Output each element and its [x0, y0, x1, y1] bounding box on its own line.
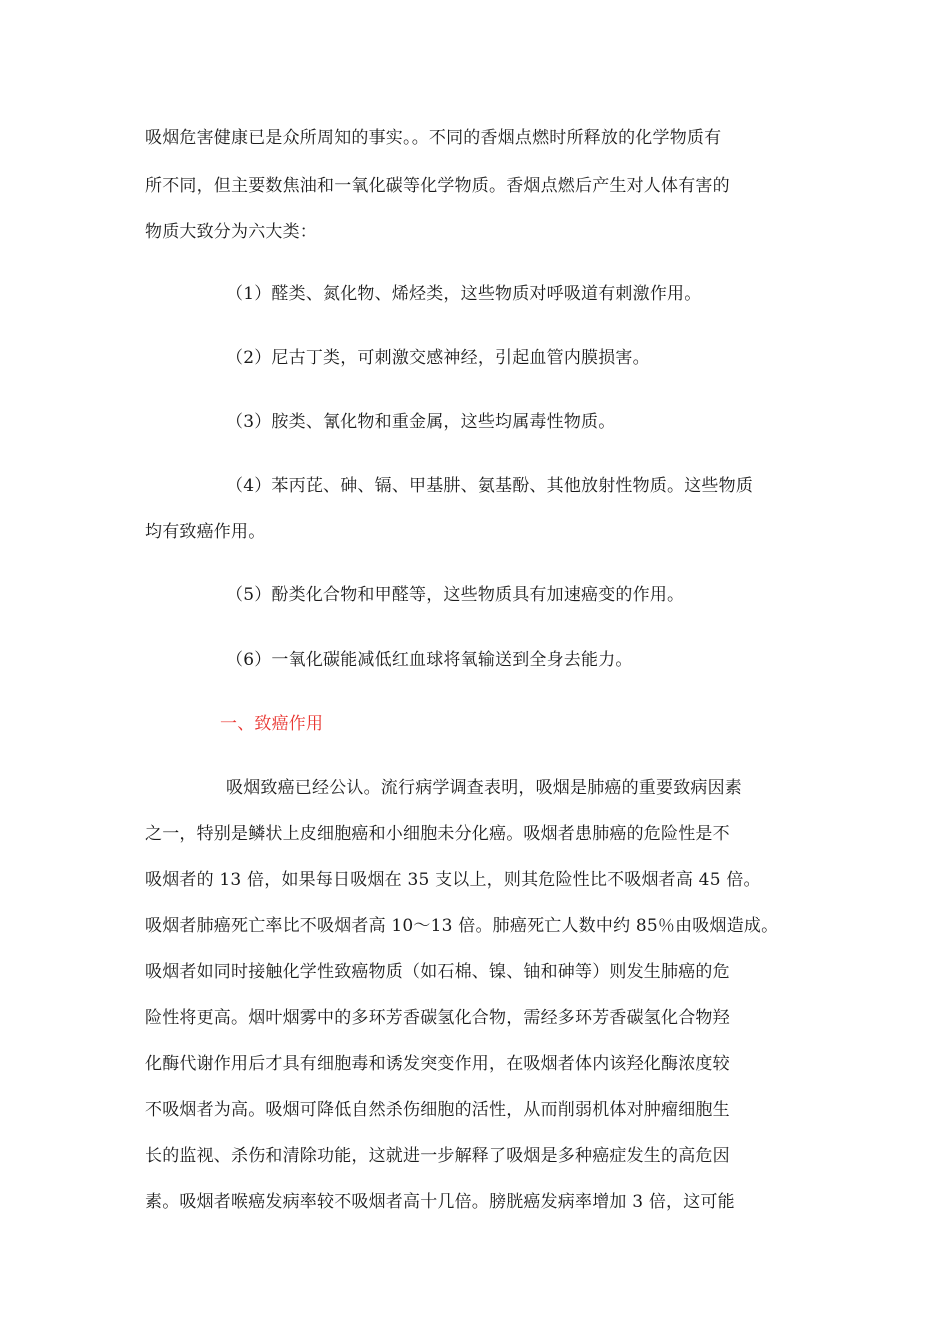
intro-line-3: 物质大致分为六大类：: [145, 222, 317, 242]
list-item-6: （6）一氧化碳能减低红血球将氧输送到全身去能力。: [226, 650, 633, 670]
body-line-7: 化酶代谢作用后才具有细胞毒和诱发突变作用，在吸烟者体内该羟化酶浓度较: [145, 1054, 730, 1074]
body-line-6: 险性将更高。烟叶烟雾中的多环芳香碳氢化合物，需经多环芳香碳氢化合物羟: [145, 1008, 730, 1028]
intro-line-1: 吸烟危害健康已是众所周知的事实。。不同的香烟点燃时所释放的化学物质有: [145, 128, 722, 148]
body-line-4: 吸烟者肺癌死亡率比不吸烟者高 10～13 倍。肺癌死亡人数中约 85％由吸烟造成。: [145, 916, 779, 936]
section-heading: 一、致癌作用: [220, 714, 324, 734]
body-line-2: 之一，特别是鳞状上皮细胞癌和小细胞未分化癌。吸烟者患肺癌的危险性是不: [145, 824, 730, 844]
list-item-4: （4）苯丙芘、砷、镉、甲基肼、氨基酚、其他放射性物质。这些物质: [226, 476, 754, 496]
body-line-10: 素。吸烟者喉癌发病率较不吸烟者高十几倍。膀胱癌发病率增加 3 倍，这可能: [145, 1192, 735, 1212]
body-line-1: 吸烟致癌已经公认。流行病学调查表明，吸烟是肺癌的重要致病因素: [226, 778, 742, 798]
intro-line-2: 所不同，但主要数焦油和一氧化碳等化学物质。香烟点燃后产生对人体有害的: [145, 176, 730, 196]
list-item-2: （2）尼古丁类，可刺激交感神经，引起血管内膜损害。: [226, 348, 650, 368]
list-item-1: （1）醛类、氮化物、烯烃类，这些物质对呼吸道有刺激作用。: [226, 284, 702, 304]
list-item-3: （3）胺类、氰化物和重金属，这些均属毒性物质。: [226, 412, 616, 432]
body-line-9: 长的监视、杀伤和清除功能，这就进一步解释了吸烟是多种癌症发生的高危因: [145, 1146, 730, 1166]
list-item-4-continued: 均有致癌作用。: [145, 522, 266, 542]
body-line-3: 吸烟者的 13 倍，如果每日吸烟在 35 支以上，则其危险性比不吸烟者高 45 倍。: [145, 870, 761, 890]
list-item-5: （5）酚类化合物和甲醛等，这些物质具有加速癌变的作用。: [226, 585, 685, 605]
body-line-8: 不吸烟者为高。吸烟可降低自然杀伤细胞的活性，从而削弱机体对肿瘤细胞生: [145, 1100, 730, 1120]
body-line-5: 吸烟者如同时接触化学性致癌物质（如石棉、镍、铀和砷等）则发生肺癌的危: [145, 962, 730, 982]
